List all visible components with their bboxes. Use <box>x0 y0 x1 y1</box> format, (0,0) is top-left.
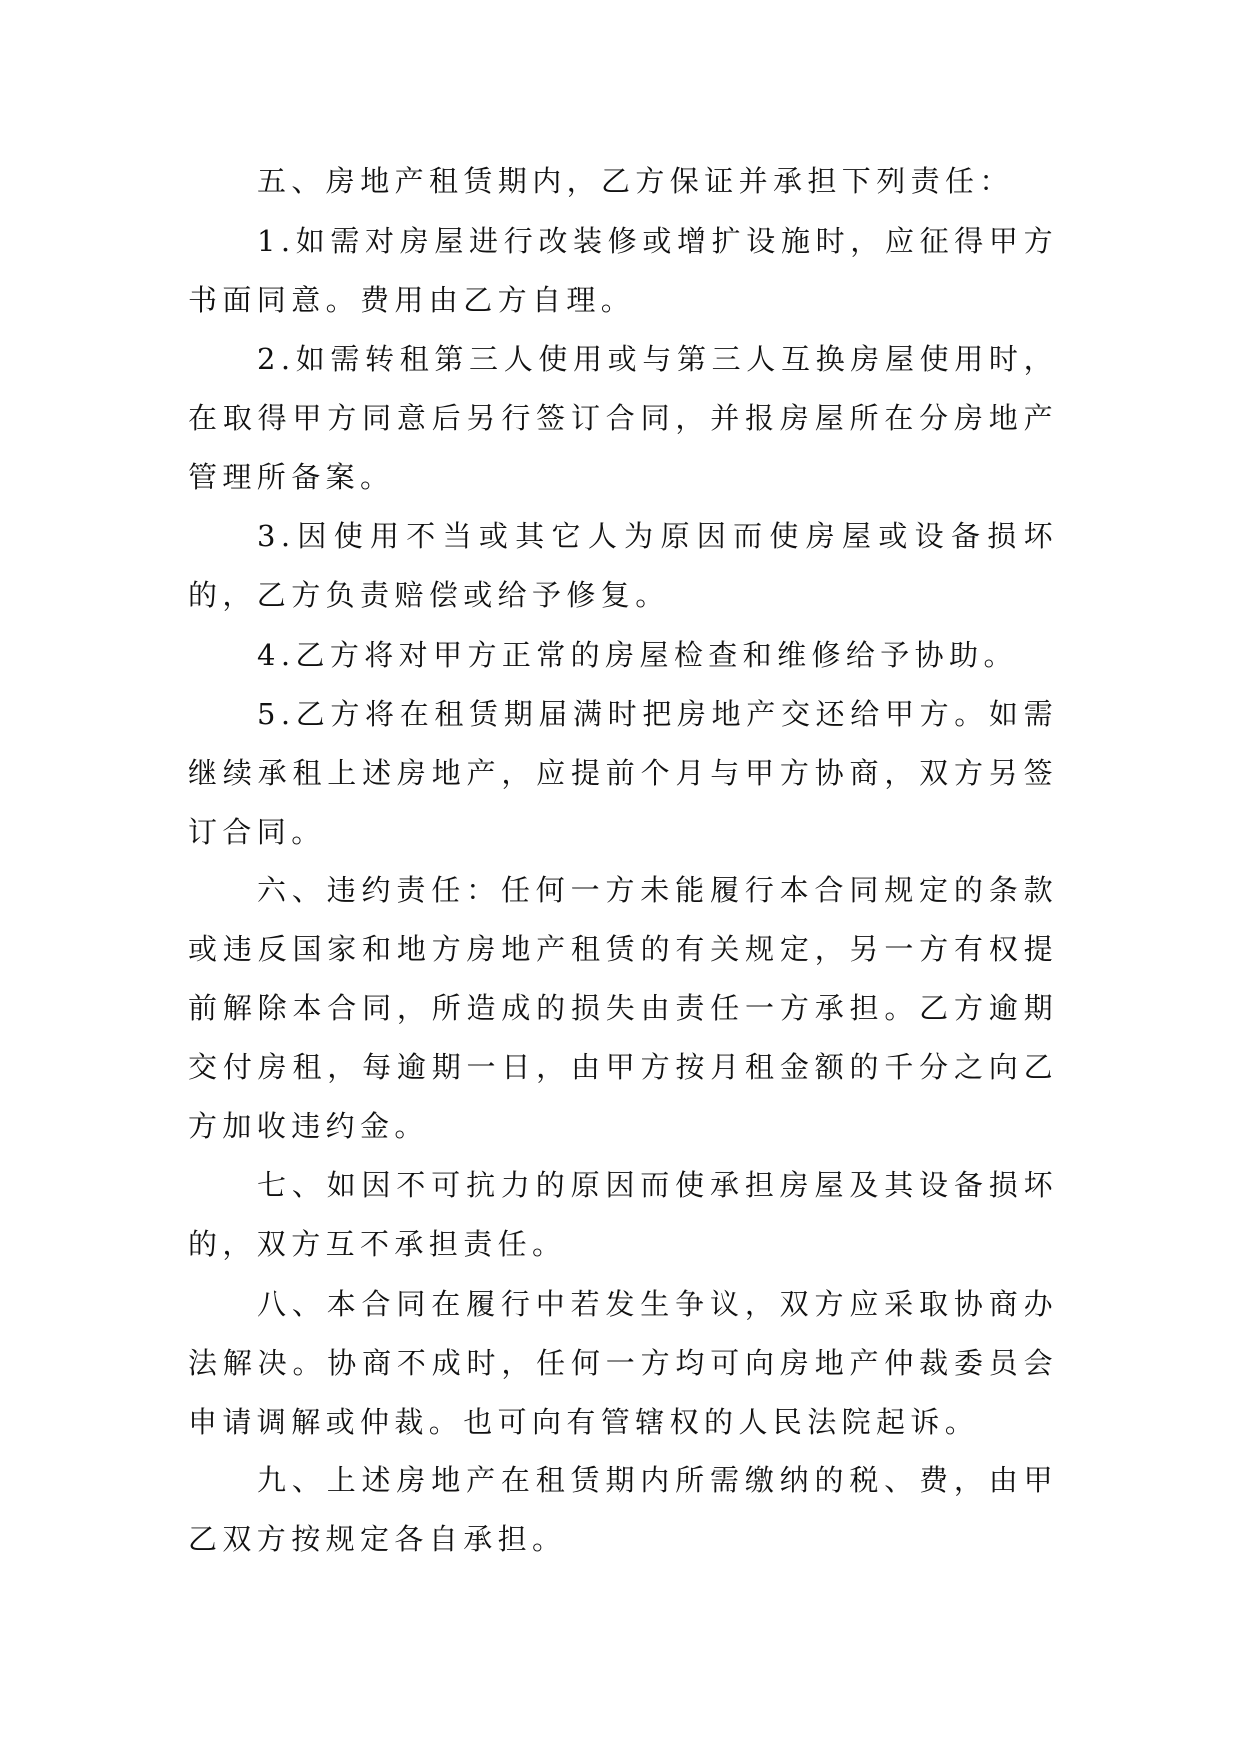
clause-7-force-majeure: 七、如因不可抗力的原因而使承担房屋及其设备损坏的，双方互不承担责任。 <box>188 1168 1058 1261</box>
clause-5-item-4: 4.乙方将对甲方正常的房屋检查和维修给予协助。 <box>257 638 1018 672</box>
clause-8-disputes: 八、本合同在履行中若发生争议，双方应采取协商办法解决。协商不成时，任何一方均可向房地产仲裁委员会申请调解或仲裁。也可向有管辖权的人民法院起诉。 <box>188 1287 1058 1439</box>
clause-5-item-3: 3.因使用不当或其它人为原因而使房屋或设备损坏的，乙方负责赔偿或给予修复。 <box>188 519 1058 612</box>
clause-5-item-2: 2.如需转租第三人使用或与第三人互换房屋使用时，在取得甲方同意后另行签订合同，并报房屋所在分房地产管理所备案。 <box>188 342 1058 494</box>
clause-5-heading: 五、房地产租赁期内，乙方保证并承担下列责任： <box>257 164 1014 198</box>
clause-6-breach: 六、违约责任：任何一方未能履行本合同规定的条款或违反国家和地方房地产租赁的有关规定，另一方有权提前解除本合同，所造成的损失由责任一方承担。乙方逾期交付房租，每逾期一日，由甲方按月租金额的千分之向乙方加收违约金。 <box>188 873 1058 1143</box>
clause-9-taxes: 九、上述房地产在租赁期内所需缴纳的税、费，由甲乙双方按规定各自承担。 <box>188 1463 1058 1556</box>
clause-5-item-5: 5.乙方将在租赁期届满时把房地产交还给甲方。如需继续承租上述房地产，应提前个月与甲方协商，双方另签订合同。 <box>188 697 1058 849</box>
clause-5-item-1: 1.如需对房屋进行改装修或增扩设施时，应征得甲方书面同意。费用由乙方自理。 <box>188 224 1058 317</box>
